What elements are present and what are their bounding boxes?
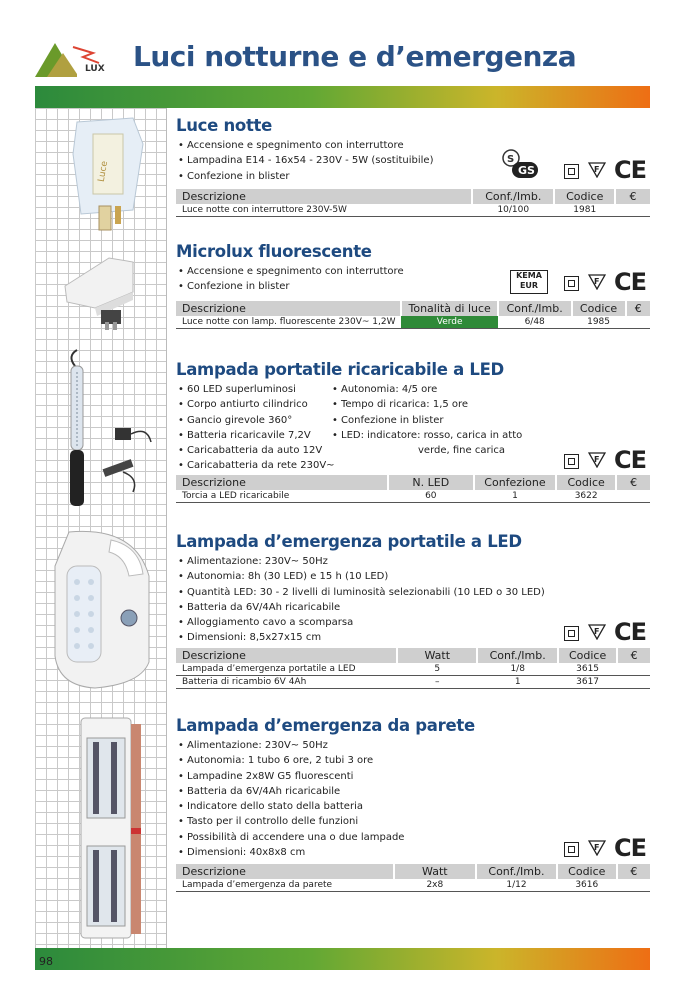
table-cell [617, 676, 650, 689]
kema-text: EUR [519, 281, 539, 290]
feature-item: • Caricabatteria da rete 230V~ [176, 458, 330, 473]
column-header: € [617, 648, 650, 663]
column-header: Conf./Imb. [476, 864, 557, 879]
table-row [176, 490, 650, 503]
table-cell: 3615 [558, 663, 617, 676]
feature-item: • Confezione in blister [330, 413, 522, 428]
svg-text:F: F [594, 165, 600, 174]
table-row [176, 676, 650, 689]
product-table [176, 189, 650, 217]
table-cell: Batteria di ricambio 6V 4Ah [176, 676, 397, 689]
feature-item: • Confezione in blister [176, 279, 650, 294]
f-mark-icon [588, 452, 606, 468]
kema-certification-icon [510, 270, 548, 294]
feature-item: • Autonomia: 1 tubo 6 ore, 2 tubi 3 ore [176, 753, 650, 768]
feature-item: • Accensione e spegnimento con interruttore [176, 138, 650, 153]
svg-text:F: F [594, 627, 600, 636]
logo-graphic [33, 37, 123, 82]
section-title: Lampada d’emergenza portatile a LED [176, 532, 522, 551]
table-cell-light-color: Verde [401, 316, 497, 329]
table-cell: 3616 [557, 879, 617, 892]
ce-mark-icon: CE [614, 268, 647, 296]
column-header: Conf./Imb. [477, 648, 558, 663]
table-cell: 3617 [558, 676, 617, 689]
ce-mark-icon: CE [614, 156, 647, 184]
section-microlux [176, 242, 650, 334]
header-color-bar [35, 86, 650, 108]
column-header: Tonalità di luce [401, 301, 497, 316]
table-cell [615, 204, 650, 217]
ce-mark-icon: CE [614, 834, 647, 862]
column-header: € [615, 189, 650, 204]
feature-item: • Alimentazione: 230V~ 50Hz [176, 554, 650, 569]
column-header: Descrizione [176, 301, 401, 316]
table-header-row [176, 189, 650, 204]
feature-item: • Quantità LED: 30 - 2 livelli di luminosità selezionabili (10 LED o 30 LED) [176, 585, 650, 600]
kema-text: KEMA [516, 271, 542, 280]
page-number: 98 [39, 955, 53, 968]
table-cell: Lampada d’emergenza da parete [176, 879, 394, 892]
footer-color-bar [35, 948, 650, 970]
feature-item: • Possibilità di accendere una o due lampade [176, 830, 650, 845]
column-header: Descrizione [176, 648, 397, 663]
feature-item: • Alimentazione: 230V~ 50Hz [176, 738, 650, 753]
table-cell: Lampada d’emergenza portatile a LED [176, 663, 397, 676]
feature-item: • LED: indicatore: rosso, carica in atto [330, 428, 522, 443]
svg-text:F: F [594, 843, 600, 852]
portable-emergency-lamp-photo [39, 526, 163, 696]
feature-item: • Batteria da 6V/4Ah ricaricabile [176, 784, 650, 799]
feature-list-left [176, 382, 335, 474]
column-header: € [626, 301, 650, 316]
table-cell: 1 [477, 676, 558, 689]
feature-item: • Tasto per il controllo delle funzioni [176, 814, 650, 829]
f-mark-icon [588, 840, 606, 856]
feature-item: • Dimensioni: 8,5x27x15 cm [176, 630, 650, 645]
table-cell: 1/12 [476, 879, 557, 892]
certification-icons [560, 266, 650, 298]
feature-item: • Dimensioni: 40x8x8 cm [176, 845, 650, 860]
product-table [176, 475, 650, 503]
feature-item: • Alloggiamento cavo a scomparsa [176, 615, 650, 630]
table-cell [617, 879, 650, 892]
double-insulation-icon [564, 842, 579, 857]
feature-item: • Autonomia: 4/5 ore [330, 382, 522, 397]
section-title: Lampada d’emergenza da parete [176, 716, 475, 735]
feature-item: • Caricabatteria da auto 12V [176, 443, 330, 458]
feature-item: • Batteria da 6V/4Ah ricaricabile [176, 600, 650, 615]
column-header: Codice [557, 864, 617, 879]
section-luce-notte [176, 116, 650, 226]
feature-item: • Confezione in blister [176, 169, 650, 184]
night-light-photo [63, 114, 155, 234]
column-header: Codice [554, 189, 615, 204]
section-title: Lampada portatile ricaricabile a LED [176, 360, 504, 379]
wall-emergency-lamp-photo [73, 714, 153, 948]
feature-item: • Corpo antiurto cilindrico [176, 397, 330, 412]
column-header: Conf./Imb. [472, 189, 554, 204]
column-header: € [617, 864, 650, 879]
column-header: Descrizione [176, 864, 394, 879]
column-header: Descrizione [176, 475, 388, 490]
table-header-row [176, 864, 650, 879]
table-cell: Torcia a LED ricaricabile [176, 490, 388, 503]
svg-text:Luce: Luce [96, 160, 111, 183]
certification-icons [560, 156, 650, 188]
feature-item-continued: verde, fine carica [418, 445, 505, 457]
ce-mark-icon: CE [614, 618, 647, 646]
column-header: Codice [572, 301, 626, 316]
section-title: Luce notte [176, 116, 273, 135]
certification-icons [560, 446, 650, 478]
section-wall-emergency [176, 716, 650, 896]
product-table [176, 648, 650, 689]
table-cell: 1981 [554, 204, 615, 217]
table-row [176, 204, 650, 217]
ce-mark-icon: CE [614, 446, 647, 474]
table-cell: 60 [388, 490, 474, 503]
certification-icons [560, 832, 650, 864]
table-cell: 1 [474, 490, 556, 503]
column-header: Descrizione [176, 189, 472, 204]
table-header-row [176, 648, 650, 663]
feature-item: • Batteria ricaricavile 7,2V [176, 428, 330, 443]
table-cell: Luce notte con interruttore 230V-5W [176, 204, 472, 217]
feature-item: • 60 LED superluminosi [176, 382, 330, 397]
table-cell: 1/8 [477, 663, 558, 676]
table-cell [616, 490, 650, 503]
product-table [176, 301, 650, 329]
section-title: Microlux fluorescente [176, 242, 372, 261]
table-cell: – [397, 676, 477, 689]
feature-item: • Accensione e spegnimento con interruttore [176, 264, 650, 279]
gs-certification-icon [500, 148, 540, 180]
column-header: N. LED [388, 475, 474, 490]
table-header-row [176, 475, 650, 490]
column-header: Codice [556, 475, 616, 490]
table-cell: 1985 [572, 316, 626, 329]
page-title: Luci notturne e d’emergenza [133, 40, 577, 73]
table-cell [617, 663, 650, 676]
table-row [176, 316, 650, 329]
column-header: Conf./Imb. [498, 301, 572, 316]
feature-item: • Tempo di ricarica: 1,5 ore [330, 397, 522, 412]
table-row [176, 879, 650, 892]
product-table [176, 864, 650, 892]
f-mark-icon [588, 624, 606, 640]
table-cell [626, 316, 650, 329]
table-cell: 10/100 [472, 204, 554, 217]
section-led-torch [176, 360, 650, 510]
table-row [176, 663, 650, 676]
table-cell: 3622 [556, 490, 616, 503]
table-cell: 6/48 [498, 316, 572, 329]
double-insulation-icon [564, 276, 579, 291]
double-insulation-icon [564, 164, 579, 179]
f-mark-icon [588, 162, 606, 178]
feature-item: • Lampadine 2x8W G5 fluorescenti [176, 769, 650, 784]
microlux-photo [61, 252, 161, 332]
double-insulation-icon [564, 626, 579, 641]
table-header-row [176, 301, 650, 316]
table-cell: 5 [397, 663, 477, 676]
svg-text:F: F [594, 277, 600, 286]
feature-item: • Autonomia: 8h (30 LED) e 15 h (10 LED) [176, 569, 650, 584]
feature-item: • Gancio girevole 360° [176, 413, 330, 428]
logo-text: LUX [85, 64, 105, 74]
svg-text:GS: GS [518, 164, 535, 177]
feature-item: • Indicatore dello stato della batteria [176, 799, 650, 814]
column-header: € [616, 475, 650, 490]
svg-text:F: F [594, 455, 600, 464]
led-torch-photo [63, 346, 163, 516]
svg-text:S: S [507, 154, 515, 165]
certification-icons [560, 618, 650, 650]
brand-logo [33, 37, 123, 82]
f-mark-icon [588, 274, 606, 290]
column-header: Watt [394, 864, 476, 879]
column-header: Confezione [474, 475, 556, 490]
section-portable-emergency [176, 532, 650, 692]
double-insulation-icon [564, 454, 579, 469]
table-cell: Luce notte con lamp. fluorescente 230V~ 1,2W [176, 316, 401, 329]
feature-item: • Lampadina E14 - 16x54 - 230V - 5W (sostituibile) [176, 153, 650, 168]
column-header: Watt [397, 648, 477, 663]
column-header: Codice [558, 648, 617, 663]
feature-list-right [330, 382, 522, 474]
photo-grid-column [35, 108, 167, 948]
table-cell: 2x8 [394, 879, 476, 892]
